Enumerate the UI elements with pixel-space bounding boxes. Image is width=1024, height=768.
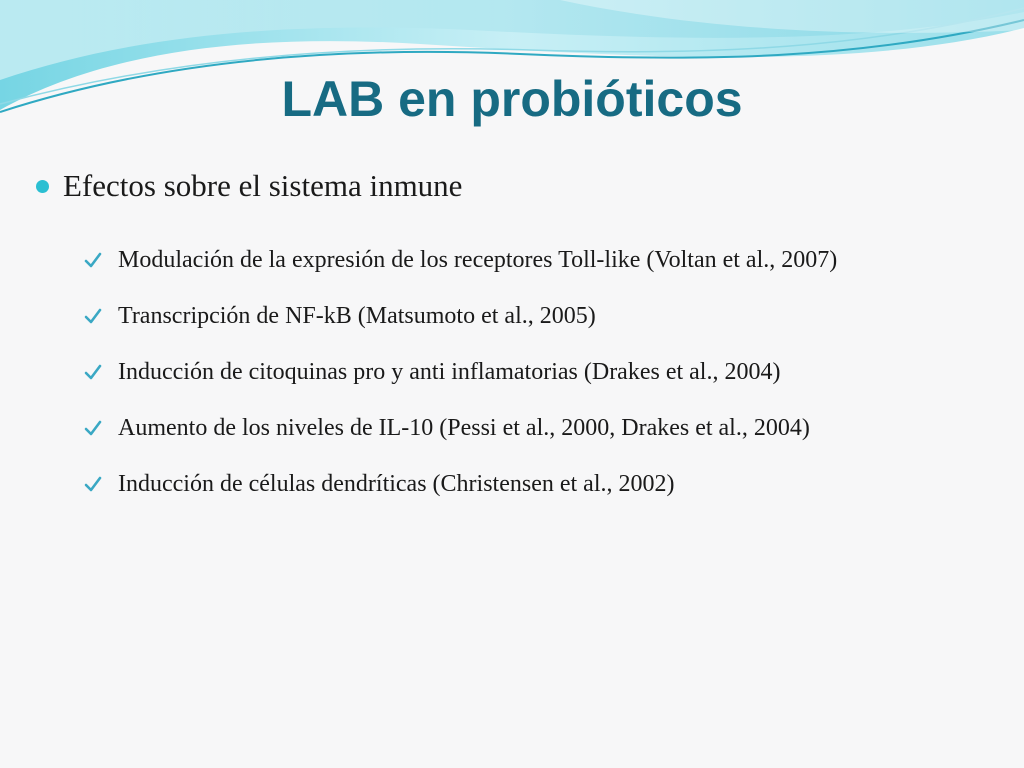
sub-bullet-list [80,236,990,516]
list-item-text: Inducción de células dendríticas (Christensen et al., 2002) [118,471,675,497]
list-item-text: Aumento de los niveles de IL-10 (Pessi et al., 2000, Drakes et al., 2004) [118,415,810,441]
checkmark-icon [80,348,106,396]
checkmark-icon [80,404,106,452]
main-bullet-text: Efectos sobre el sistema inmune [63,168,463,203]
list-item-text: Modulación de la expresión de los receptores Toll-like (Voltan et al., 2007) [118,247,838,273]
checkmark-icon [80,236,106,284]
checkmark-icon [80,460,106,508]
slide-title: LAB en probióticos [281,71,743,127]
main-bullet [36,168,462,204]
list-item [80,236,990,284]
list-item [80,348,990,396]
list-item [80,460,990,508]
bullet-dot-icon [36,180,49,193]
list-item-text: Inducción de citoquinas pro y anti inflamatorias (Drakes et al., 2004) [118,359,781,385]
list-item-text: Transcripción de NF-kB (Matsumoto et al., 2005) [118,303,596,329]
list-item [80,404,990,452]
list-item [80,292,990,340]
checkmark-icon [80,292,106,340]
